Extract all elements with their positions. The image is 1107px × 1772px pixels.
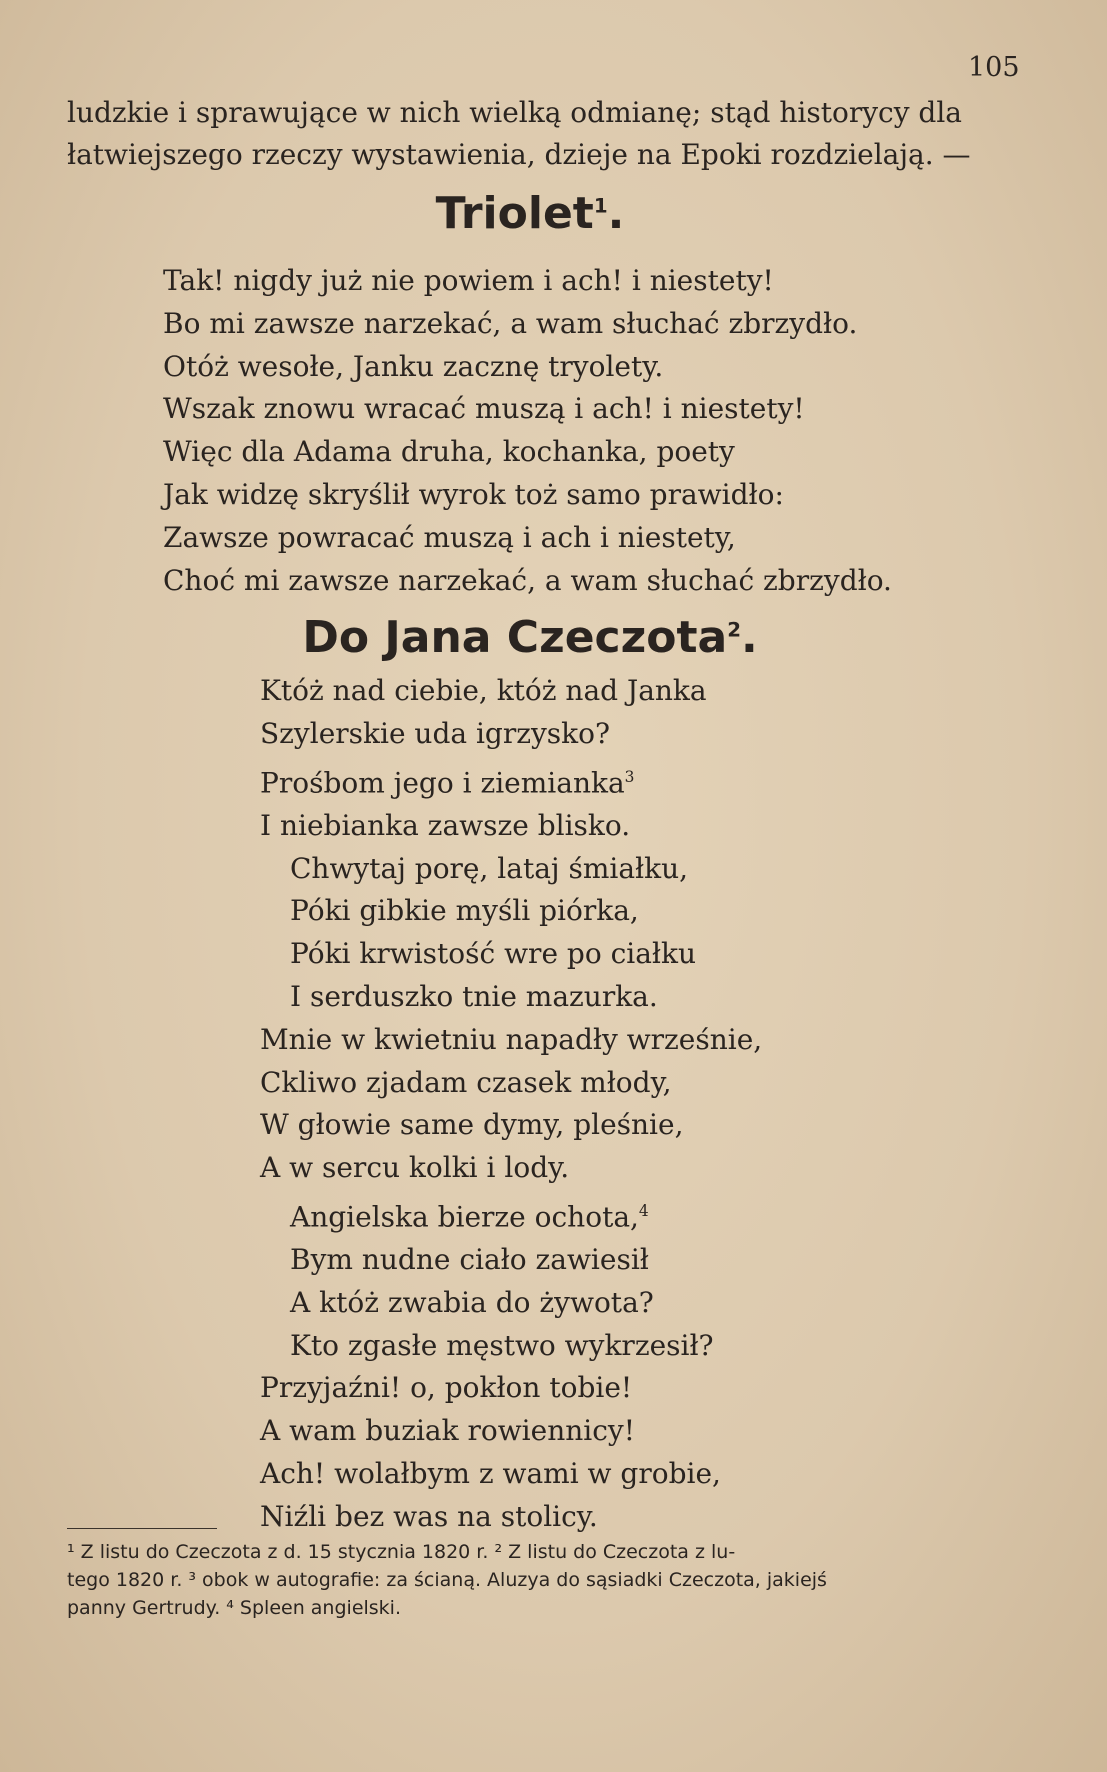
verse-line: I serduszko tnie mazurka. xyxy=(290,979,658,1013)
footnote-line: tego 1820 r. ³ obok w autografie: za ścianą. Aluzya do sąsiadki Czeczota, jakiejś xyxy=(67,1569,827,1591)
verse-line: Niźli bez was na stolicy. xyxy=(260,1499,598,1533)
verse-line: I niebianka zawsze blisko. xyxy=(260,808,631,842)
verse-line: Ckliwo zjadam czasek młody, xyxy=(260,1065,672,1099)
poem-triolet xyxy=(163,260,892,602)
verse-line: Ach! wolałbym z wami w grobie, xyxy=(260,1457,721,1490)
poem-title-czeczot: Do Jana Czeczota$^2$. xyxy=(302,612,758,663)
verse-line: Angielska bierze ochota,$^4$ xyxy=(290,1200,649,1234)
poem-czeczot xyxy=(260,670,762,1539)
footnote-divider xyxy=(67,1528,217,1529)
footnote-line: panny Gertrudy. ⁴ Spleen angielski. xyxy=(67,1597,402,1619)
verse-line: Otóż wesołe, Janku zacznę tryolety. xyxy=(163,349,664,383)
verse-line: Mnie w kwietniu napadły wrześnie, xyxy=(260,1022,763,1056)
verse-line: Bo mi zawsze narzekać, a wam słuchać zbrzydło. xyxy=(163,306,858,340)
footnotes xyxy=(67,1538,1027,1622)
verse-line: Wszak znowu wracać muszą i ach! i niestety! xyxy=(163,392,805,426)
verse-line: A w sercu kolki i lody. xyxy=(260,1151,570,1185)
verse-line: A wam buziak rowiennicy! xyxy=(260,1414,635,1448)
verse-line: Więc dla Adama druha, kochanka, poety xyxy=(163,435,735,469)
prose-line: łatwiejszego rzeczy wystawienia, dzieje na Epoki rozdzielają. — xyxy=(67,138,971,171)
poem-title-triolet: Triolet$^1$. xyxy=(435,188,625,239)
verse-line: Chwytaj porę, lataj śmiałku, xyxy=(290,851,689,885)
page-number: 105 xyxy=(968,52,1020,83)
footnote-line: ¹ Z listu do Czeczota z d. 15 stycznia 1820 r. ² Z listu do Czeczota z lu- xyxy=(67,1541,736,1563)
verse-line: Póki gibkie myśli piórka, xyxy=(290,894,639,928)
verse-line: Choć mi zawsze narzekać, a wam słuchać zbrzydło. xyxy=(163,563,892,597)
verse-line: Póki krwistość wre po ciałku xyxy=(290,937,696,971)
prose-continuation xyxy=(67,92,1027,176)
verse-line: Jak widzę skryślił wyrok toż samo prawidło: xyxy=(163,477,784,511)
verse-line: Bym nudne ciało zawiesił xyxy=(290,1243,649,1277)
verse-line: Któż nad ciebie, któż nad Janka xyxy=(260,674,707,707)
verse-line: Tak! nigdy już nie powiem i ach! i niestety! xyxy=(163,264,774,297)
prose-line: ludzkie i sprawujące w nich wielką odmianę; stąd historycy dla xyxy=(67,96,962,129)
verse-line: Kto zgasłe męstwo wykrzesił? xyxy=(290,1328,714,1362)
verse-line: Prośbom jego i ziemianka$^3$ xyxy=(260,765,635,799)
verse-line: Zawsze powracać muszą i ach i niestety, xyxy=(163,520,736,554)
verse-line: W głowie same dymy, pleśnie, xyxy=(260,1108,684,1142)
verse-line: Szylerskie uda igrzysko? xyxy=(260,716,611,750)
verse-line: A któż zwabia do żywota? xyxy=(290,1285,654,1319)
verse-line: Przyjaźni! o, pokłon tobie! xyxy=(260,1371,633,1405)
